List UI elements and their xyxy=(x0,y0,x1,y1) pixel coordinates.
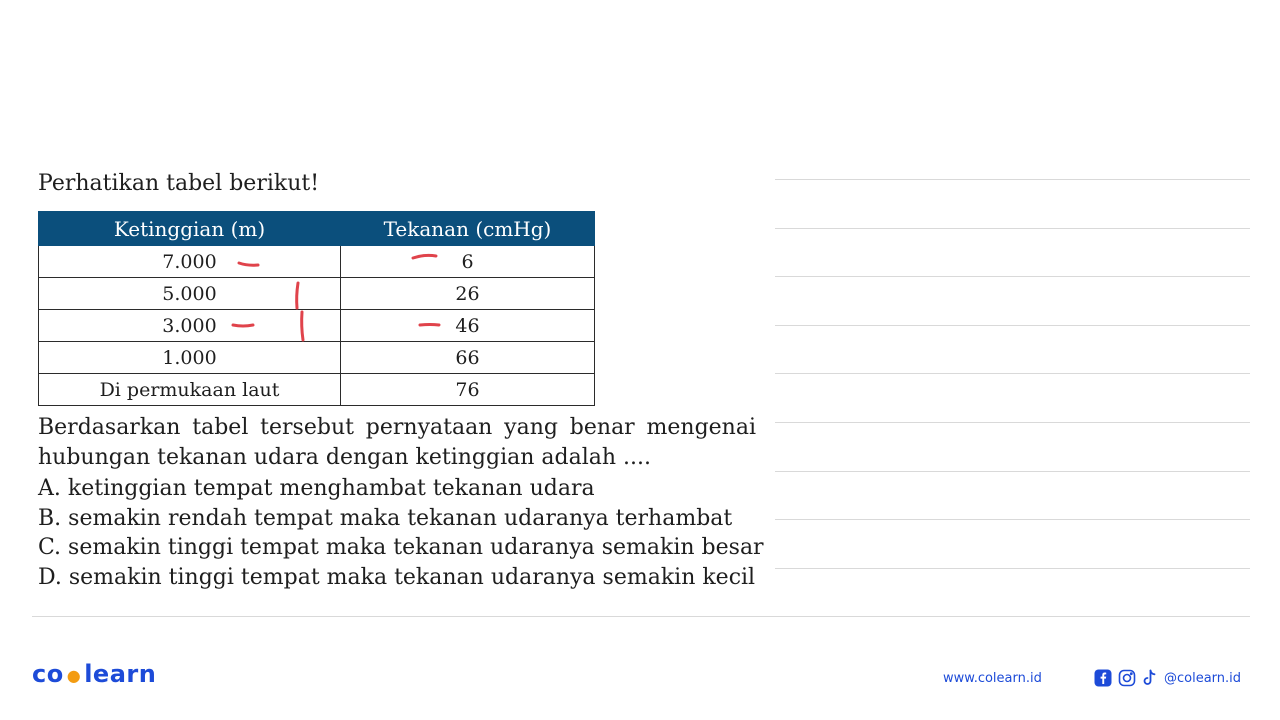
option-b: B. semakin rendah tempat maka tekanan udaranya terhambat xyxy=(38,505,733,531)
table-cell: 46 xyxy=(341,310,595,342)
note-line xyxy=(775,568,1250,617)
prompt-text: Perhatikan tabel berikut! xyxy=(38,171,320,196)
note-lines xyxy=(775,179,1250,616)
option-d: D. semakin tinggi tempat maka tekanan udaranya semakin kecil xyxy=(38,564,756,590)
note-line xyxy=(775,325,1250,374)
table-cell: 6 xyxy=(341,246,595,278)
colearn-logo: co ● learn xyxy=(32,660,157,688)
note-line xyxy=(775,179,1250,228)
table-cell: Di permukaan laut xyxy=(39,374,341,406)
option-a: A. ketinggian tempat menghambat tekanan udara xyxy=(38,476,595,501)
table-cell: 7.000 xyxy=(39,246,341,278)
footer-divider xyxy=(32,616,1250,617)
social-handle[interactable]: @colearn.id xyxy=(1164,670,1242,686)
tiktok-icon[interactable] xyxy=(1142,669,1158,687)
answer-options xyxy=(38,474,768,592)
column-header: Ketinggian (m) xyxy=(39,212,341,246)
table-cell: 66 xyxy=(341,342,595,374)
note-line xyxy=(775,276,1250,325)
table-cell: 3.000 xyxy=(39,310,341,342)
table-cell: 5.000 xyxy=(39,278,341,310)
note-line xyxy=(775,471,1250,520)
note-line xyxy=(775,422,1250,471)
option-c: C. semakin tinggi tempat maka tekanan udaranya semakin besar xyxy=(38,535,764,560)
table-row xyxy=(39,278,595,310)
note-line xyxy=(775,373,1250,422)
table-cell: 1.000 xyxy=(39,342,341,374)
question-text: Berdasarkan tabel tersebut pernyataan yang benar mengenai hubungan tekanan udara dengan ketinggian adalah .... xyxy=(38,415,756,470)
instagram-icon[interactable] xyxy=(1118,669,1136,687)
social-links xyxy=(1094,668,1241,688)
website-link[interactable]: www.colearn.id xyxy=(943,671,1042,686)
table-cell: 76 xyxy=(341,374,595,406)
data-table xyxy=(38,211,595,406)
facebook-icon[interactable] xyxy=(1094,669,1112,687)
note-line xyxy=(775,519,1250,568)
note-line xyxy=(775,228,1250,277)
table-row xyxy=(39,246,595,278)
table-row xyxy=(39,310,595,342)
table-header-row xyxy=(39,212,595,246)
column-header: Tekanan (cmHg) xyxy=(341,212,595,246)
table-cell: 26 xyxy=(341,278,595,310)
table-row xyxy=(39,342,595,374)
table-row xyxy=(39,374,595,406)
